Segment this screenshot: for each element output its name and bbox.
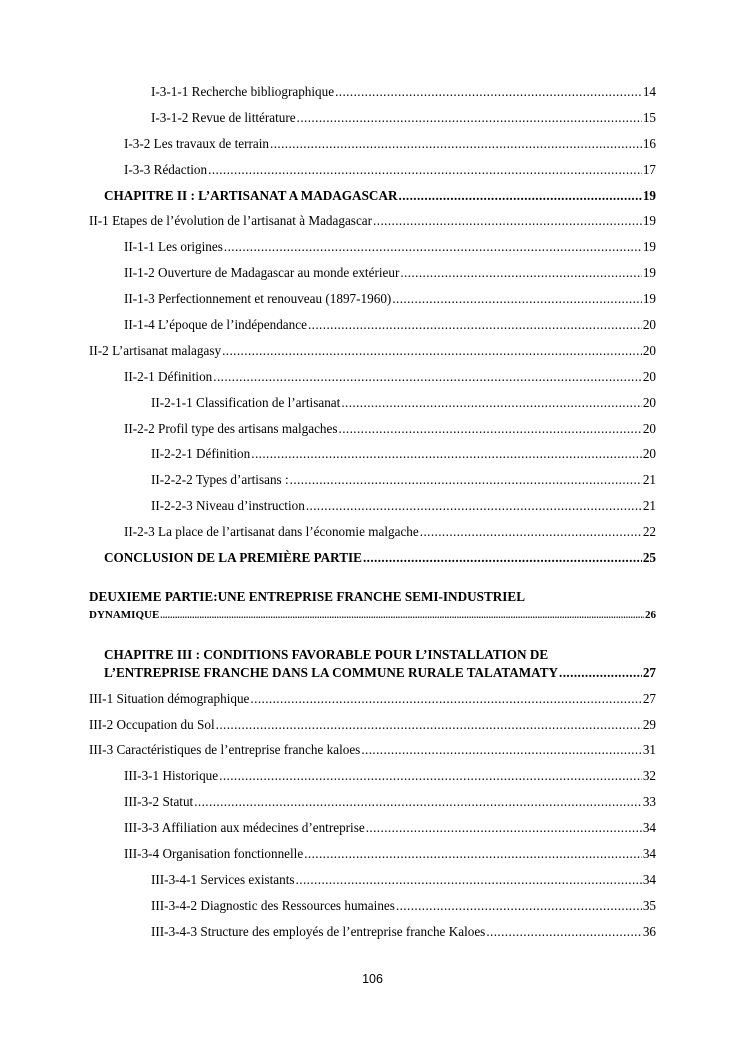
toc-entry-page: 36 [642,923,656,939]
toc-entry-title: II-1-3 Perfectionnement et renouveau (1897-1960) [124,291,392,307]
toc-entry-page: 29 [642,716,656,732]
dot-leader [194,794,642,810]
dot-leader [335,84,642,100]
dot-leader [160,610,644,620]
toc-entry-page: 27 [642,690,656,706]
toc-entry-page: 34 [642,820,656,836]
toc-entry-title: II-1-1 Les origines [124,239,223,255]
toc-entry-page: 22 [642,524,656,540]
toc-entry[interactable] [89,421,656,447]
dot-leader [296,872,642,888]
toc-entry-title: CONCLUSION DE LA PREMIÈRE PARTIE [104,550,362,566]
toc-entry-title: III-3-1 Historique [124,768,219,784]
toc-entry[interactable] [89,924,656,950]
dot-leader [559,665,642,681]
toc-entry-page: 21 [642,472,656,488]
toc-entry[interactable] [89,213,656,239]
toc-entry-title: CHAPITRE II : L’ARTISANAT A MADAGASCAR [104,187,398,203]
toc-entry-page: 20 [642,368,656,384]
dot-leader [339,421,642,437]
toc-entry-title: I-3-1-2 Revue de littérature [151,109,296,125]
toc-entry-title: II-1 Etapes de l’évolution de l’artisanat à Madagascar [89,213,373,229]
dot-leader [363,550,642,566]
toc-entry-title: II-2 L’artisanat malagasy [89,342,222,358]
dot-leader [222,343,642,359]
dot-leader [400,265,641,281]
toc-part-title-line1: DEUXIEME PARTIE:UNE ENTREPRISE FRANCHE SEMI-INDUSTRIEL [89,588,526,604]
toc-entry[interactable] [89,265,656,291]
toc-chapter-entry[interactable] [89,635,656,691]
toc-entry-page: 14 [642,84,656,99]
dot-leader [216,717,642,733]
toc-entry-title: II-2-2-2 Types d’artisans : [151,472,289,488]
toc-entry-page: 17 [642,161,656,177]
toc-entry-page: 25 [642,550,656,566]
toc-entry-title: III-3-4-2 Diagnostic des Ressources humaines [151,897,395,913]
toc-entry-title: I-3-1-1 Recherche bibliographique [151,84,335,99]
toc-entry-page: 20 [642,394,656,410]
toc-entry-page: 20 [642,420,656,436]
toc-entry[interactable] [89,717,656,743]
toc-entry-page: 31 [642,742,656,758]
toc-chapter-title-line2: L’ENTREPRISE FRANCHE DANS LA COMMUNE RURALE TALATAMATY [104,664,559,680]
toc-entry-title: III-3 Caractéristiques de l’entreprise franche kaloes [89,742,361,758]
dot-leader [250,691,641,707]
toc-entry[interactable] [89,872,656,898]
dot-leader [396,898,642,914]
toc-entry[interactable] [89,768,656,794]
dot-leader [373,213,642,229]
dot-leader [290,472,642,488]
dot-leader [486,924,642,940]
dot-leader [270,136,642,152]
toc-entry[interactable] [89,742,656,768]
page-number: 106 [362,972,383,986]
dot-leader [361,742,642,758]
toc-entry[interactable] [89,110,656,136]
toc-entry[interactable] [89,291,656,317]
toc-entry-title: II-2-2 Profil type des artisans malgaches [124,420,338,436]
toc-entry-page: 34 [642,846,656,862]
toc-entry[interactable] [89,898,656,924]
dot-leader [341,395,641,411]
dot-leader [208,162,642,178]
toc-entry-page: 19 [642,291,656,307]
toc-entry[interactable] [89,472,656,498]
dot-leader [306,498,642,514]
dot-leader [297,110,642,126]
dot-leader [399,188,642,204]
toc-entry[interactable] [89,691,656,717]
toc-entry[interactable] [89,524,656,550]
toc-entry[interactable] [89,395,656,421]
toc-entry-title: III-3-4 Organisation fonctionnelle [124,846,304,862]
dot-leader [251,446,642,462]
toc-entry-page: 34 [642,871,656,887]
toc-entry-title: III-3-3 Affiliation aux médecines d’entreprise [124,820,365,836]
toc-entry-page: 19 [642,265,656,281]
toc-entry-page: 20 [642,317,656,333]
toc-entry-page: 19 [642,187,656,203]
toc-entry[interactable] [89,794,656,820]
toc-entry-title: III-1 Situation démographique [89,690,250,706]
toc-entry-title: III-3-2 Statut [124,794,194,810]
toc-entry-page: 16 [642,135,656,151]
toc-entry-title: II-2-2-3 Niveau d’instruction [151,498,305,514]
toc-entry[interactable] [89,343,656,369]
toc-entry-page: 21 [642,498,656,514]
toc-entry-page: 35 [642,897,656,913]
toc-part-title-line2: DYNAMIQUE [89,608,160,621]
toc-part-entry[interactable] [89,580,656,635]
dot-leader [213,369,642,385]
toc-entry[interactable] [89,498,656,524]
toc-entry[interactable] [89,820,656,846]
toc-entry-title: II-2-1 Définition [124,368,213,384]
toc-entry-title: I-3-2 Les travaux de terrain [124,135,269,151]
toc-entry[interactable] [89,369,656,395]
toc-chapter-title-line1: CHAPITRE III : CONDITIONS FAVORABLE POUR L’INSTALLATION DE [104,646,549,662]
toc-entry-title: I-3-3 Rédaction [124,161,208,177]
toc-entry-title: III-3-4-3 Structure des employés de l’entreprise franche Kaloes [151,923,486,939]
toc-entry-title: III-3-4-1 Services existants [151,871,295,887]
toc-part-title-line2-row [89,609,656,635]
toc-entry-page: 27 [642,664,656,680]
dot-leader [224,239,642,255]
toc-entry-title: II-1-2 Ouverture de Madagascar au monde extérieur [124,265,400,281]
toc-chapter-entry[interactable] [89,550,656,576]
toc-entry[interactable] [89,162,656,188]
toc-chapter-title-line2-row [89,665,656,691]
toc-entry-page: 20 [642,342,656,358]
toc-chapter-entry[interactable] [89,188,656,214]
table-of-contents [89,84,656,950]
toc-entry-title: II-2-2-1 Définition [151,446,251,462]
toc-entry-title: II-2-3 La place de l’artisanat dans l’économie malgache [124,524,419,540]
dot-leader [308,317,642,333]
toc-entry[interactable] [89,446,656,472]
toc-entry[interactable] [89,84,656,110]
toc-entry[interactable] [89,136,656,162]
toc-entry-page: 15 [642,109,656,125]
dot-leader [420,524,642,540]
dot-leader [304,846,642,862]
dot-leader [392,291,642,307]
toc-entry-title: III-2 Occupation du Sol [89,716,215,732]
dot-leader [219,768,642,784]
toc-entry-title: II-2-1-1 Classification de l’artisanat [151,394,341,410]
toc-entry-page: 26 [645,608,656,621]
toc-entry-page: 20 [642,446,656,462]
toc-entry-page: 32 [642,768,656,784]
toc-entry-page: 19 [642,213,656,229]
toc-entry-title: II-1-4 L’époque de l’indépendance [124,317,307,333]
toc-entry-page: 33 [642,794,656,810]
toc-entry[interactable] [89,317,656,343]
toc-entry-page: 19 [642,239,656,255]
dot-leader [366,820,642,836]
toc-entry[interactable] [89,239,656,265]
toc-entry[interactable] [89,846,656,872]
